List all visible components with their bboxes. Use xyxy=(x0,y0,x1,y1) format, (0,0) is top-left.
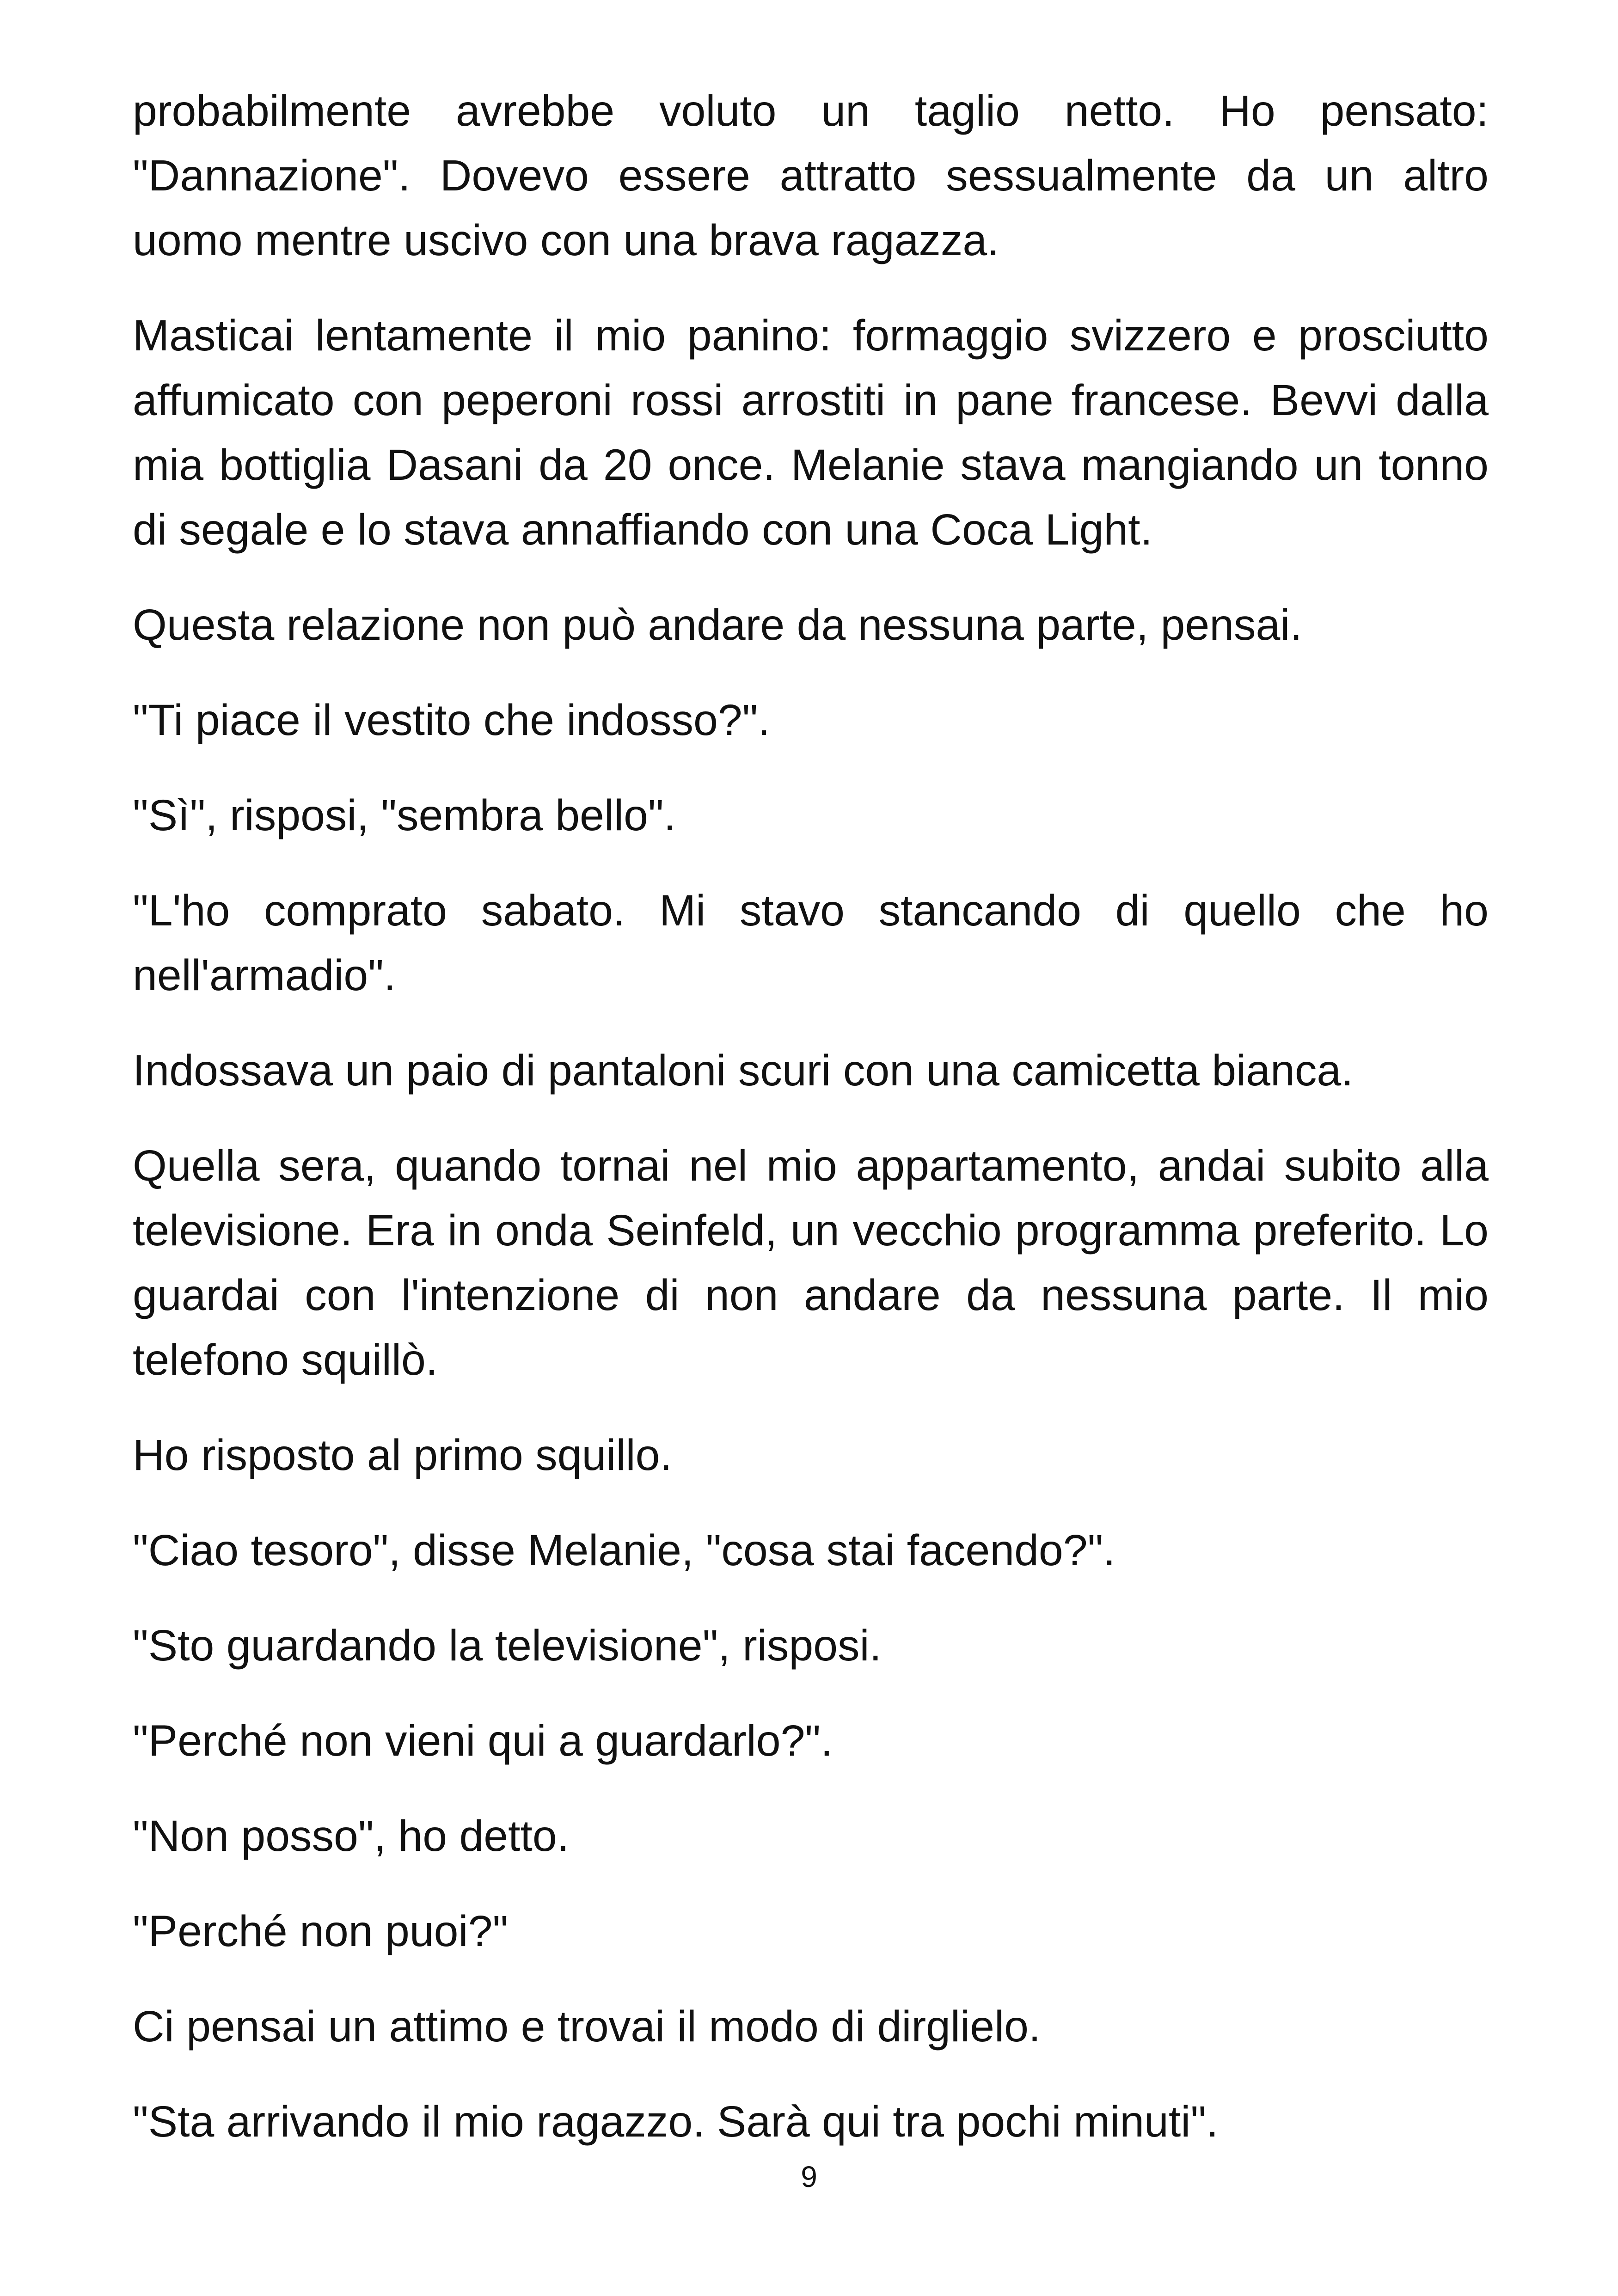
paragraph: "Sta arrivando il mio ragazzo. Sarà qui tra pochi minuti". xyxy=(133,2097,1219,2146)
paragraph: Ci pensai un attimo e trovai il modo di dirglielo. xyxy=(133,2002,1041,2051)
paragraph: "Non posso", ho detto. xyxy=(133,1812,570,1861)
paragraph: Quella sera, quando tornai nel mio appartamento, andai subito alla televisione. Era in onda Seinfeld, un vecchio programma preferito. Lo guardai con l'intenzione di non andare da nessuna parte. Il mio telefono squillò. xyxy=(133,1141,1489,1384)
paragraph: "L'ho comprato sabato. Mi stavo stancando di quello che ho nell'armadio". xyxy=(133,886,1489,1000)
paragraph: Ho risposto al primo squillo. xyxy=(133,1431,672,1480)
paragraph: probabilmente avrebbe voluto un taglio netto. Ho pensato: "Dannazione". Dovevo essere attratto sessualmente da un altro uomo mentre uscivo con una brava ragazza. xyxy=(133,86,1489,265)
paragraph: "Ciao tesoro", disse Melanie, "cosa stai facendo?". xyxy=(133,1526,1115,1575)
paragraph: "Sto guardando la televisione", risposi. xyxy=(133,1621,882,1670)
paragraph: Indossava un paio di pantaloni scuri con una camicetta bianca. xyxy=(133,1046,1354,1095)
paragraph: Masticai lentamente il mio panino: formaggio svizzero e prosciutto affumicato con peperoni rossi arrostiti in pane francese. Bevvi dalla mia bottiglia Dasani da 20 once. Melanie stava mangiando un tonno di segale e lo stava annaffiando con una Coca Light. xyxy=(133,311,1489,554)
page-body xyxy=(133,79,1489,2185)
paragraph: "Perché non vieni qui a guardarlo?". xyxy=(133,1716,833,1765)
paragraph: "Sì", risposi, "sembra bello". xyxy=(133,791,676,840)
paragraph: Questa relazione non può andare da nessuna parte, pensai. xyxy=(133,600,1302,649)
paragraph: "Perché non puoi?" xyxy=(133,1907,509,1956)
page-number: 9 xyxy=(801,2160,817,2193)
paragraph: "Ti piace il vestito che indosso?". xyxy=(133,696,770,745)
